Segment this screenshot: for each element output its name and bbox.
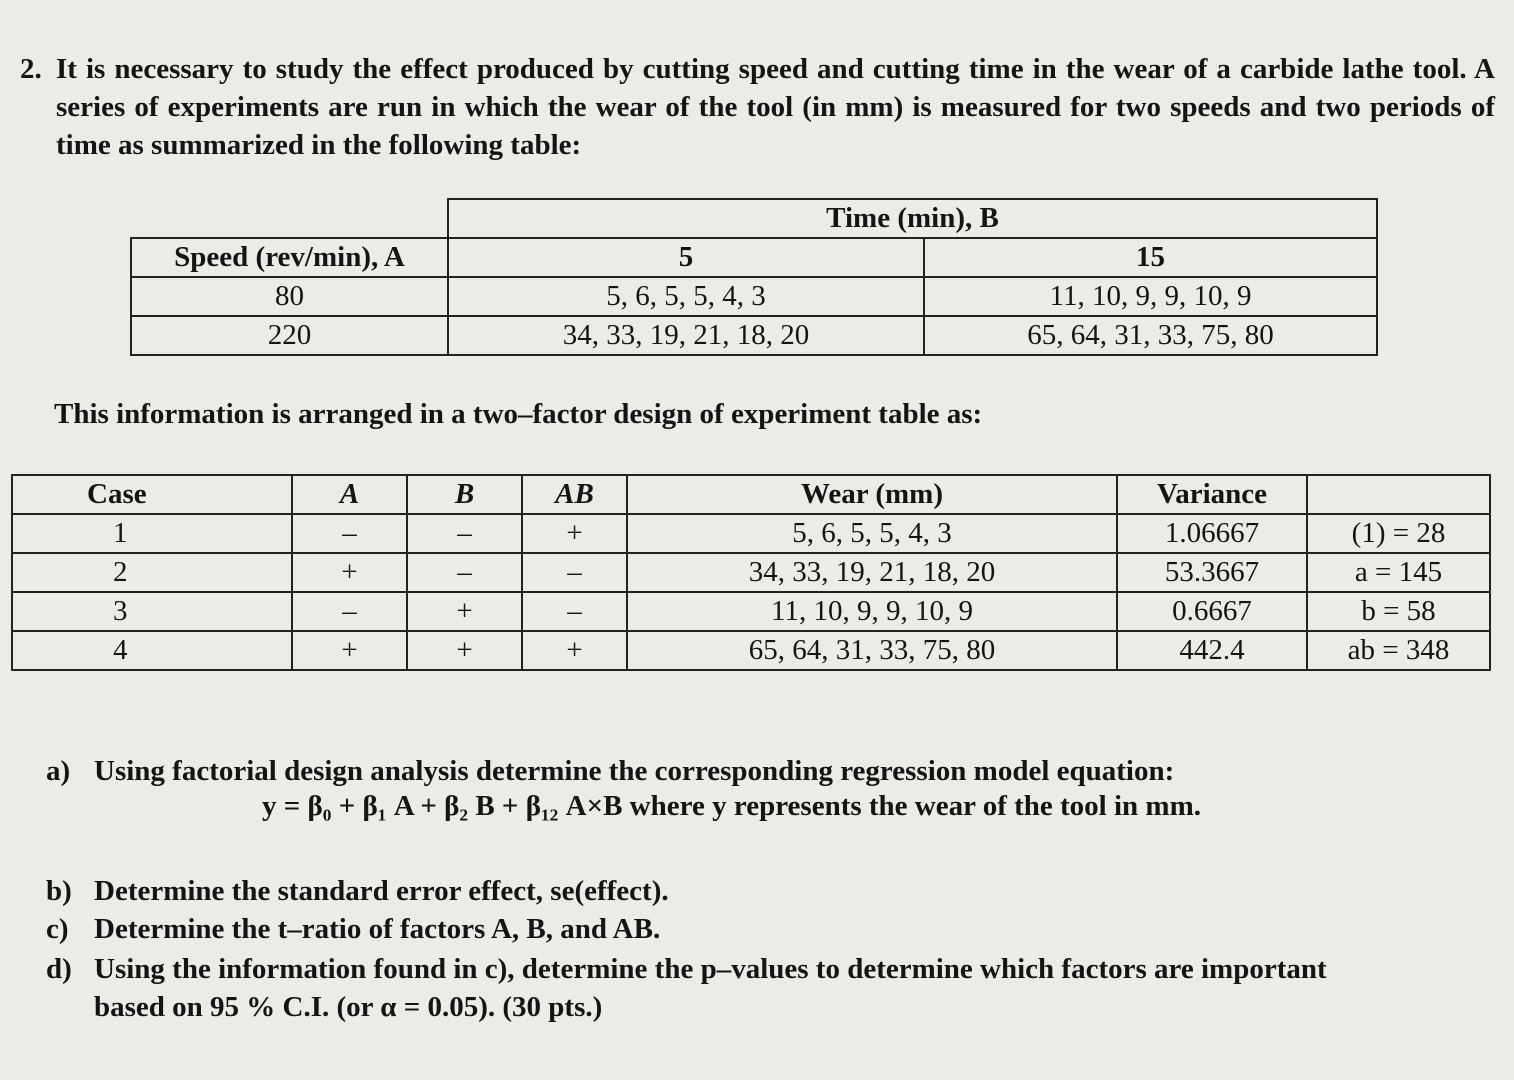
factor-a-cell: –	[292, 514, 407, 553]
regression-equation: y = β₀ + β₁ A + β₂ B + β₁₂ A×B where y represents the wear of the tool in mm.	[262, 790, 1201, 822]
variance-cell: 53.3667	[1117, 553, 1307, 592]
question-d-text-2: based on 95 % C.I. (or α = 0.05). (30 pts.)	[94, 991, 603, 1023]
table-row	[12, 631, 1490, 670]
factor-b-cell: +	[407, 592, 522, 631]
speed-cell: 220	[131, 316, 448, 355]
time-level-15: 15	[924, 238, 1377, 277]
total-cell: b = 58	[1307, 592, 1490, 631]
factor-ab-header: AB	[522, 475, 627, 514]
wear-cell: 11, 10, 9, 9, 10, 9	[627, 592, 1117, 631]
wear-cell: 11, 10, 9, 9, 10, 9	[924, 277, 1377, 316]
wear-header: Wear (mm)	[627, 475, 1117, 514]
question-b-label: b)	[46, 875, 72, 907]
question-c	[46, 910, 660, 948]
totals-header	[1307, 475, 1490, 514]
factor-b-cell: +	[407, 631, 522, 670]
question-b-text: Determine the standard error effect, se(effect).	[94, 875, 669, 907]
factor-b-header: B	[407, 475, 522, 514]
time-header: Time (min), B	[448, 199, 1377, 238]
question-a-text: Using factorial design analysis determine the corresponding regression model equation:	[94, 755, 1175, 787]
factorial-design-table	[11, 474, 1491, 671]
total-cell: ab = 348	[1307, 631, 1490, 670]
variance-cell: 442.4	[1117, 631, 1307, 670]
table-row	[131, 316, 1377, 355]
case-header: Case	[12, 475, 292, 514]
speed-time-table	[130, 198, 1378, 356]
info-text: This information is arranged in a two–factor design of experiment table as:	[54, 398, 983, 430]
table-row	[131, 277, 1377, 316]
factor-b-cell: –	[407, 514, 522, 553]
variance-cell: 0.6667	[1117, 592, 1307, 631]
question-a-label: a)	[46, 755, 71, 787]
wear-cell: 65, 64, 31, 33, 75, 80	[924, 316, 1377, 355]
case-cell: 4	[12, 631, 292, 670]
factor-ab-cell: –	[522, 553, 627, 592]
case-cell: 3	[12, 592, 292, 631]
question-d	[46, 950, 1496, 1026]
table-row	[12, 592, 1490, 631]
total-cell: a = 145	[1307, 553, 1490, 592]
speed-header: Speed (rev/min), A	[131, 238, 448, 277]
factor-a-cell: +	[292, 631, 407, 670]
question-d-label: d)	[46, 953, 72, 985]
factor-b-cell: –	[407, 553, 522, 592]
speed-cell: 80	[131, 277, 448, 316]
question-c-label: c)	[46, 913, 69, 945]
wear-cell: 5, 6, 5, 5, 4, 3	[448, 277, 924, 316]
problem-number: 2.	[20, 53, 42, 85]
case-cell: 2	[12, 553, 292, 592]
problem-statement	[20, 50, 1495, 164]
factor-ab-cell: –	[522, 592, 627, 631]
table-row	[12, 514, 1490, 553]
problem-intro-text: It is necessary to study the effect produced by cutting speed and cutting time in the wear of a carbide lathe tool. A series of experiments are run in which the wear of the tool (in mm) is measured for two speeds and two periods of time as summarized in the following table:	[56, 53, 1495, 161]
factor-a-cell: +	[292, 553, 407, 592]
variance-header: Variance	[1117, 475, 1307, 514]
variance-cell: 1.06667	[1117, 514, 1307, 553]
time-level-5: 5	[448, 238, 924, 277]
table-row	[12, 553, 1490, 592]
factor-ab-cell: +	[522, 514, 627, 553]
factor-a-cell: –	[292, 592, 407, 631]
wear-cell: 34, 33, 19, 21, 18, 20	[627, 553, 1117, 592]
question-c-text: Determine the t–ratio of factors A, B, and AB.	[94, 913, 661, 945]
blank-corner-cell	[131, 199, 448, 238]
factor-a-header: A	[292, 475, 407, 514]
factor-ab-cell: +	[522, 631, 627, 670]
wear-cell: 34, 33, 19, 21, 18, 20	[448, 316, 924, 355]
question-b	[46, 872, 669, 910]
question-d-text: Using the information found in c), determine the p–values to determine which factors are important	[94, 953, 1327, 985]
case-cell: 1	[12, 514, 292, 553]
question-a	[46, 752, 1174, 790]
wear-cell: 5, 6, 5, 5, 4, 3	[627, 514, 1117, 553]
total-cell: (1) = 28	[1307, 514, 1490, 553]
wear-cell: 65, 64, 31, 33, 75, 80	[627, 631, 1117, 670]
